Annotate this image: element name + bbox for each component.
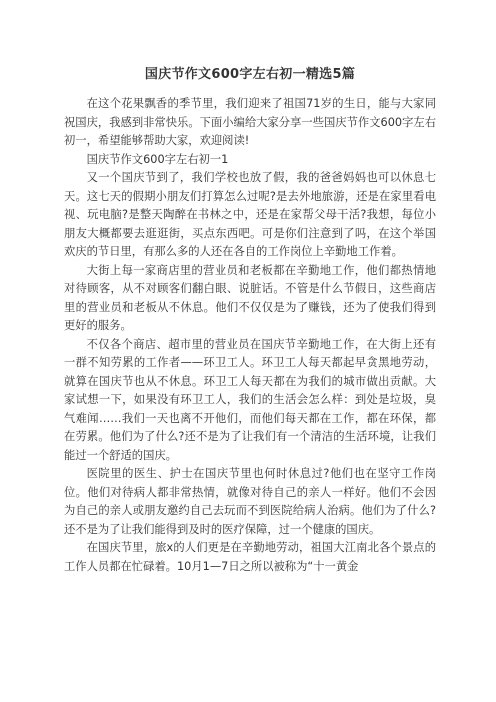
section-heading: 国庆节作文600字左右初一1 [86, 152, 229, 166]
body-paragraph: 在国庆节里，旅x的人们更是在辛勤地劳动，祖国大江南北各个景点的工作人员都在忙碌着。10月1—7日之所以被称为“十一黄金 [64, 541, 436, 573]
body-paragraph: 又一个国庆节到了，我们学校也放了假，我的爸爸妈妈也可以休息七天。这七天的假期小朋友们打算怎么过呢?是去外地旅游，还是在家里看电视、玩电脑?是整天陶醉在书林之中，还是在家帮父母干活?我想，每位小朋友大概都要去逛逛街，买点东西吧。可是你们注意到了吗，在这个举国欢庆的节日里，有那么多的人还在各自的工作岗位上辛勤地工作着。 [64, 171, 436, 258]
intro-paragraph: 在这个花果飘香的季节里，我们迎来了祖国71岁的生日，能与大家同祝国庆，我感到非常快乐。下面小编给大家分享一些国庆节作文600字左右初一，希望能够帮助大家，欢迎阅读! [64, 97, 436, 147]
document-title: 国庆节作文600字左右初一精选5篇 [144, 67, 356, 82]
body-paragraph: 不仅各个商店、超市里的营业员在国庆节辛勤地工作，在大街上还有一群不知劳累的工作者——环卫工人。环卫工人每天都起早贪黑地劳动，就算在国庆节也从不休息。环卫工人每天都在为我们的城市做出贡献。大家试想一下，如果没有环卫工人，我们的生活会怎么样：到处是垃圾，臭气难闻……我们一天也离不开他们，而他们每天都在工作，都在环保，都在劳累。他们为了什么?还不是为了让我们有一个清洁的生活环境，让我们能过一个舒适的国庆。 [64, 337, 436, 462]
body-paragraph: 大街上每一家商店里的营业员和老板都在辛勤地工作，他们都热情地对待顾客，从不对顾客们翻白眼、说脏话。不管是什么节假日，这些商店里的营业员和老板从不休息。他们不仅仅是为了赚钱，还为了使我们得到更好的服务。 [64, 263, 436, 332]
body-paragraph: 医院里的医生、护士在国庆节里也何时休息过?他们也在坚守工作岗位。他们对待病人都非常热情，就像对待自己的亲人一样好。他们不会因为自己的亲人或朋友邀约自己去玩而不到医院给病人治病。他们为了什么?还不是为了让我们能得到及时的医疗保障，过一个健康的国庆。 [64, 467, 436, 536]
